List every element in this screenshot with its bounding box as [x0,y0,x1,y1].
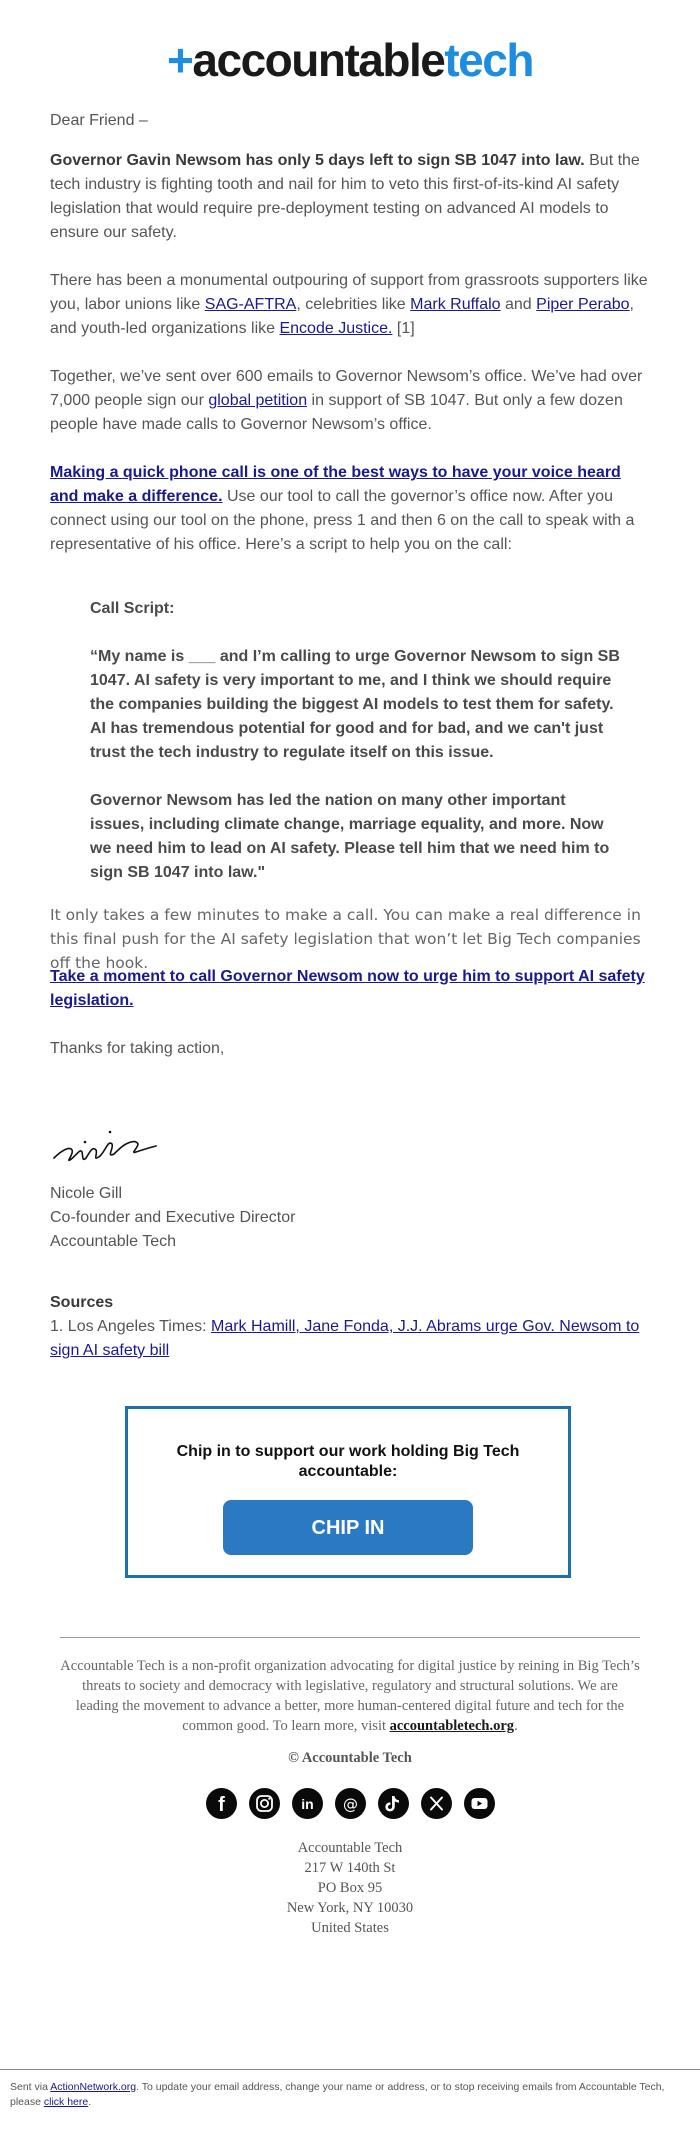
link-encode-justice[interactable]: Encode Justice. [279,320,393,337]
logo-word-accountable: accountable [192,34,445,86]
paragraph-petition: Together, we’ve sent over 600 emails to Governor Newsom’s office. We’ve had over 7,000 people sign our global petition in support of SB 1047. But only a few dozen people have made calls to Governor Newsom’s office. [50,368,643,433]
link-make-call[interactable]: Making a quick phone call is one of the best ways to have your voice heard and make a difference. [50,464,621,505]
footer-divider [60,1637,640,1638]
facebook-icon[interactable] [206,1788,237,1819]
logo-plus: + [167,34,193,86]
unsubscribe-text: Sent via ActionNetwork.org. To update your email address, change your name or address, or to stop receiving emails from Accountable Tech, please click here. [10,2081,665,2108]
link-click-here[interactable]: click here [43,2096,89,2108]
mailing-address: Accountable Tech 217 W 140th St PO Box 95 New York, NY 10030 United States [286,1840,414,1936]
tiktok-icon[interactable] [378,1788,409,1819]
thanks-text: Thanks for taking action, [50,1040,225,1057]
signer-org: Accountable Tech [50,1233,177,1250]
signer-block [50,1182,650,1254]
call-script-para-2: Governor Newsom has led the nation on many other important issues, including climate change, marriage equality, and more. Now we need him to lead on AI safety. Please tell him that we need him to sign SB 1047 into law." [90,792,610,881]
intro-bold: Governor Gavin Newsom has only 5 days left to sign SB 1047 into law. [50,152,585,169]
donation-text: Chip in to support our work holding Big Tech accountable: [176,1443,520,1480]
intro-rest: But the tech industry is fighting tooth and nail for him to veto this first-of-its-kind AI safety legislation that would require pre-deployment testing on advanced AI models to ensure our safety. [50,152,640,241]
link-mark-ruffalo[interactable]: Mark Ruffalo [410,296,501,313]
brand-logo [0,34,700,86]
signature-image [52,1110,162,1170]
link-call-newsom[interactable]: Take a moment to call Governor Newsom now to urge him to support AI safety legislation. [50,968,645,1009]
email-footer-bar [0,2069,700,2138]
threads-icon[interactable] [335,1788,366,1819]
svg-text:in: in [300,1796,314,1812]
youtube-icon[interactable] [464,1788,495,1819]
chip-in-button[interactable]: CHIP IN [223,1500,473,1555]
link-actionnetwork[interactable]: ActionNetwork.org [50,2081,137,2093]
paragraph-call-action: Making a quick phone call is one of the best ways to have your voice heard and make a difference. Use our tool to call the governor’s office now. After you connect using our tool on the phone, press 1 and then 6 on the call to speak with a representative of his office. Here’s a script to help you on the call: [50,464,635,553]
footer-about: Accountable Tech is a non-profit organization advocating for digital justice by reining in Big Tech’s threats to society and democracy with legislative, regulatory and structural solutions. We are leading the movement to advance a better, more human-centered digital future and tech for the common good. To learn more, visit accountabletech.org. [60,1658,640,1734]
social-links [0,1788,700,1819]
link-piper-perabo[interactable]: Piper Perabo [536,296,630,313]
link-source-la-times[interactable]: Mark Hamill, Jane Fonda, J.J. Abrams urge Gov. Newsom to sign AI safety bill [50,1318,640,1359]
link-global-petition[interactable]: global petition [208,392,308,409]
call-script-heading: Call Script: [90,600,175,617]
call-script-para-1: “My name is ___ and I’m calling to urge Governor Newsom to sign SB 1047. AI safety is very important to me, and I think we should require the companies building the biggest AI models to test them for safety. AI has tremendous potential for good and for bad, and we can't just trust the tech industry to regulate itself on this issue. [90,648,620,761]
x-icon[interactable] [421,1788,452,1819]
linkedin-icon[interactable] [292,1788,323,1819]
paragraph-support: There has been a monumental outpouring of support from grassroots supporters like you, labor unions like SAG-AFTRA, celebrities like Mark Ruffalo and Piper Perabo, and youth-led organizations like Encode Justice. [1] [50,272,648,337]
sources-block: Sources 1. Los Angeles Times: Mark Hamill, Jane Fonda, J.J. Abrams urge Gov. Newsom to sign AI safety bill [50,1291,650,1363]
instagram-icon[interactable] [249,1788,280,1819]
paragraph-intro [50,149,650,245]
signer-title: Co-founder and Executive Director [50,1209,296,1226]
logo-word-tech: tech [444,34,533,86]
copyright: © Accountable Tech [288,1750,412,1766]
svg-text:f: f [217,1794,225,1816]
sources-heading: Sources [50,1294,114,1311]
link-sag-aftra[interactable]: SAG-AFTRA [204,296,297,313]
donation-box [125,1406,571,1578]
paragraph-few-minutes: It only takes a few minutes to make a call. You can make a real difference in this final push for the AI safety legislation that won’t let Big Tech companies off the hook. [50,906,641,972]
call-script [90,597,620,885]
greeting: Dear Friend – [50,112,148,129]
paragraph-call-link [50,965,650,1013]
link-accountabletech-site[interactable]: accountabletech.org [389,1718,515,1734]
signer-name: Nicole Gill [50,1185,123,1202]
svg-text:@: @ [342,1795,358,1814]
